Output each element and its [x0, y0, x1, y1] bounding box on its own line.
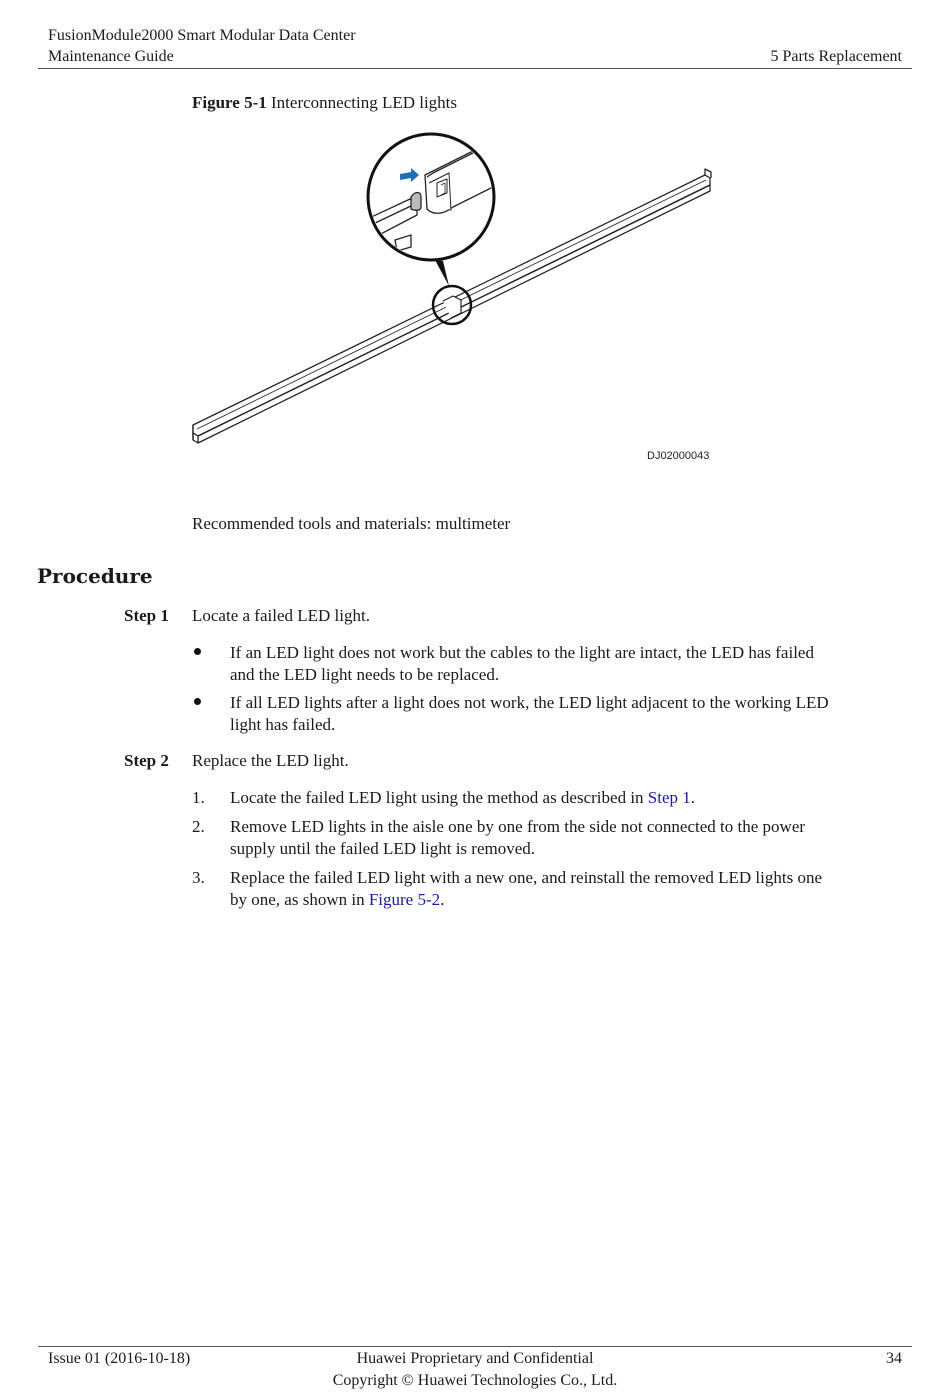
header-chapter: 5 Parts Replacement [770, 48, 902, 65]
bullet-dot [194, 698, 201, 705]
item1-number: 1. [192, 788, 205, 807]
footer-copyright: Copyright © Huawei Technologies Co., Ltd. [332, 1372, 618, 1389]
figure-5-2-link[interactable]: Figure 5-2 [368, 890, 441, 909]
magnifier-pointer [435, 260, 449, 286]
item1-text [230, 788, 695, 808]
item1-text-post: . [690, 788, 696, 807]
step1-text: Locate a failed LED light. [192, 606, 370, 625]
page-number: 34 [886, 1350, 902, 1367]
step1-bullet1-line2: and the LED light needs to be replaced. [230, 665, 500, 684]
step2-text: Replace the LED light. [192, 751, 349, 770]
footer-rule [38, 1346, 912, 1347]
footer-issue: Issue 01 (2016-10-18) [48, 1350, 191, 1367]
step1-bullet1-line1: If an LED light does not work but the cables to the light are intact, the LED has failed [230, 643, 814, 662]
figure-title: Interconnecting LED lights [271, 93, 458, 112]
procedure-heading: Procedure [37, 564, 153, 588]
item3-number: 3. [192, 868, 205, 887]
header-product: FusionModule2000 Smart Modular Data Center [48, 27, 356, 44]
step2-label: Step 2 [124, 751, 169, 770]
step1-label: Step 1 [124, 606, 169, 625]
bullet-dot [194, 648, 201, 655]
item2-line2: supply until the failed LED light is removed. [230, 839, 536, 858]
led-lights-figure [185, 125, 725, 470]
header-doc-type: Maintenance Guide [48, 48, 174, 65]
drawing-id: DJ02000043 [647, 450, 710, 462]
item3-line2-pre: by one, as shown in [230, 890, 369, 909]
tools-text: Recommended tools and materials: multimeter [192, 514, 511, 533]
item3-line2-post: . [440, 890, 445, 909]
item3-line2 [230, 890, 444, 910]
item3-line1: Replace the failed LED light with a new one, and reinstall the removed LED lights one [230, 868, 822, 887]
figure-caption [192, 93, 457, 113]
item2-line1: Remove LED lights in the aisle one by one from the side not connected to the power [230, 817, 806, 836]
header-rule [38, 68, 912, 69]
step1-bullet2-line2: light has failed. [230, 715, 336, 734]
footer-confidential: Huawei Proprietary and Confidential [356, 1350, 594, 1367]
step1-link[interactable]: Step 1 [647, 788, 691, 807]
item2-number: 2. [192, 817, 205, 836]
step1-bullet2-line1: If all LED lights after a light does not work, the LED light adjacent to the working LED [230, 693, 829, 712]
figure-label: Figure 5-1 [192, 93, 267, 112]
item1-text-pre: Locate the failed LED light using the method as described in [230, 788, 648, 807]
